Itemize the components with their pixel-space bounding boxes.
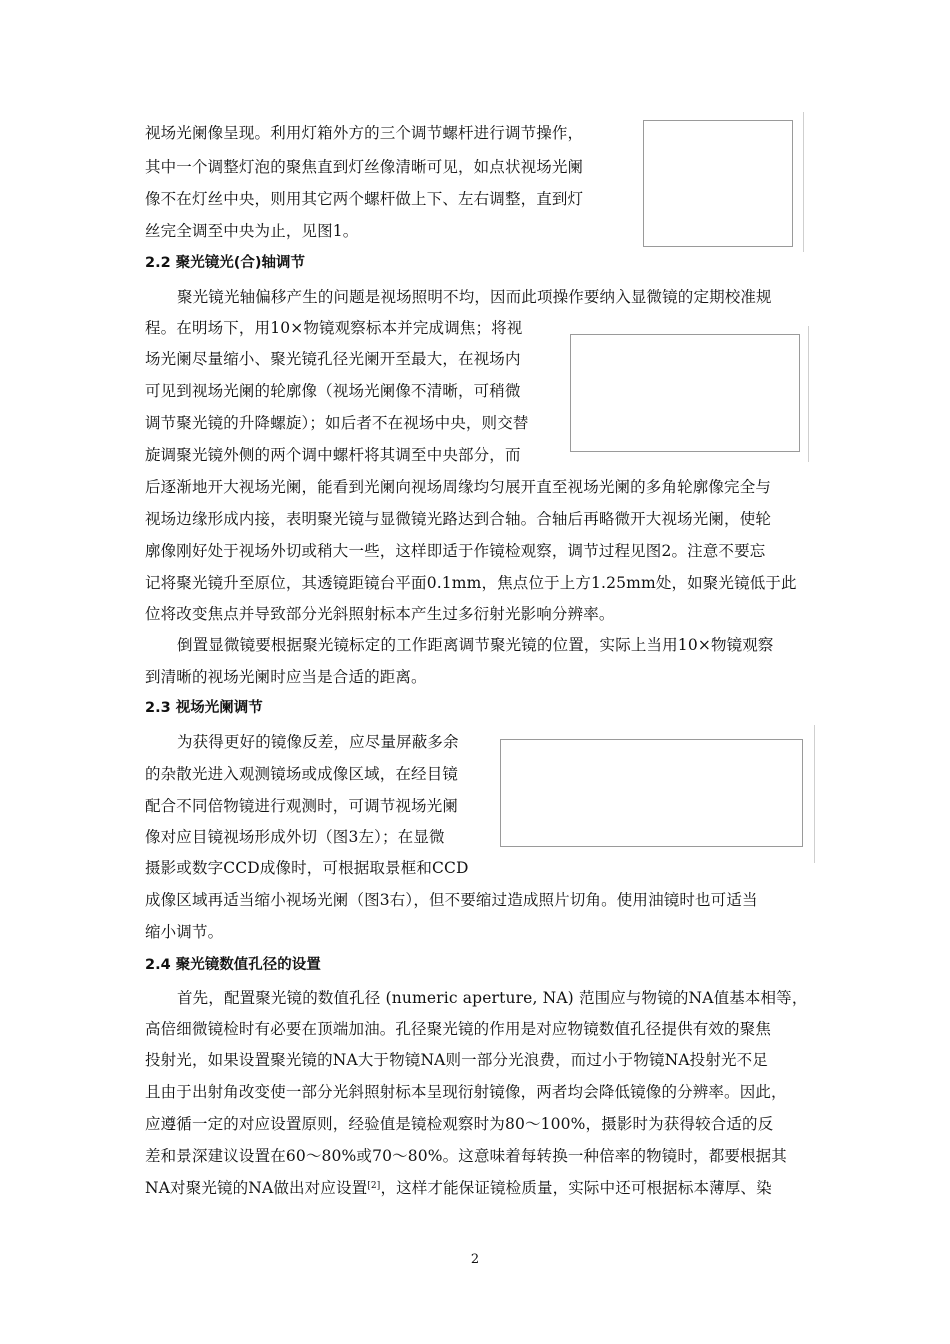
paragraph-line: 高倍细微镜检时有必要在顶端加油。孔径聚光镜的作用是对应物镜数值孔径提供有效的聚焦: [145, 1020, 772, 1038]
paragraph-line: 后逐渐地开大视场光阑，能看到光阑向视场周缘均匀展开直至视场光阑的多角轮廓像完全与: [145, 478, 772, 496]
figure-2-image: [570, 334, 800, 452]
paragraph-line: 视场边缘形成内接，表明聚光镜与显微镜光路达到合轴。合轴后再略微开大视场光阑，使轮: [145, 510, 772, 528]
paragraph-line: 廓像刚好处于视场外切或稍大一些，这样即适于作镜检观察，调节过程见图2。注意不要忘: [145, 542, 766, 560]
paragraph-line: 聚光镜光轴偏移产生的问题是视场照明不均，因而此项操作要纳入显微镜的定期校准规: [177, 288, 772, 306]
paragraph-line: 像对应目镜视场形成外切（图3左）；在显微: [145, 828, 445, 846]
paragraph-line: 为获得更好的镜像反差，应尽量屏蔽多余: [177, 733, 459, 751]
figure-3-edge: [814, 725, 815, 863]
paragraph-line: 可见到视场光阑的轮廓像（视场光阑像不清晰，可稍微: [145, 382, 521, 400]
paragraph-line: 调节聚光镜的升降螺旋）；如后者不在视场中央，则交替: [145, 414, 529, 432]
section-heading-2-3: 2.3 视场光阑调节: [145, 700, 263, 716]
paragraph-text: NA对聚光镜的NA做出对应设置: [145, 1179, 368, 1197]
paragraph-line: 旋调聚光镜外侧的两个调中螺杆将其调至中央部分，而: [145, 446, 521, 464]
paragraph-line: 配合不同倍物镜进行观测时，可调节视场光阑: [145, 797, 459, 815]
citation-reference[interactable]: [2]: [367, 1181, 381, 1191]
figure-1-edge: [803, 112, 804, 252]
figure-3-image: [500, 739, 803, 847]
paragraph-line: 成像区域再适当缩小视场光阑（图3右），但不要缩过造成照片切角。使用油镜时也可适当: [145, 891, 758, 909]
paragraph-line: 应遵循一定的对应设置原则，经验值是镜检观察时为80～100%，摄影时为获得较合适的反: [145, 1115, 774, 1133]
figure-2-edge: [808, 326, 809, 462]
paragraph-line: 视场光阑像呈现。利用灯箱外方的三个调节螺杆进行调节操作，: [145, 124, 584, 142]
paragraph-line-with-citation: [145, 1178, 772, 1198]
page-number: 2: [470, 1252, 480, 1267]
paragraph-line: 像不在灯丝中央，则用其它两个螺杆做上下、左右调整，直到灯: [145, 190, 584, 208]
paragraph-line: 位将改变焦点并导致部分光斜照射标本产生过多衍射光影响分辨率。: [145, 605, 615, 623]
paragraph-line: 摄影或数字CCD成像时，可根据取景框和CCD: [145, 859, 469, 877]
paragraph-line: 的杂散光进入观测镜场或成像区域，在经目镜: [145, 765, 459, 783]
section-heading-2-2: 2.2 聚光镜光(合)轴调节: [145, 255, 305, 271]
paragraph-line: 丝完全调至中央为止，见图1。: [145, 222, 359, 240]
paragraph-line: 倒置显微镜要根据聚光镜标定的工作距离调节聚光镜的位置，实际上当用10×物镜观察: [177, 636, 774, 654]
paragraph-line: 且由于出射角改变使一部分光斜照射标本呈现衍射镜像，两者均会降低镜像的分辨率。因此，: [145, 1083, 787, 1101]
paragraph-line: 场光阑尽量缩小、聚光镜孔径光阑开至最大，在视场内: [145, 350, 521, 368]
paragraph-line: 差和景深建议设置在60～80%或70～80%。这意味着每转换一种倍率的物镜时，都要根据其: [145, 1147, 787, 1165]
paragraph-line: 到清晰的视场光阑时应当是合适的距离。: [145, 668, 427, 686]
paragraph-line: 程。在明场下，用10×物镜观察标本并完成调焦；将视: [145, 319, 523, 337]
section-heading-2-4: 2.4 聚光镜数值孔径的设置: [145, 957, 321, 973]
paragraph-line: 投射光，如果设置聚光镜的NA大于物镜NA则一部分光浪费，而过小于物镜NA投射光不足: [145, 1051, 768, 1069]
paragraph-text: ，这样才能保证镜检质量，实际中还可根据标本薄厚、染: [380, 1179, 772, 1197]
figure-1-image: [643, 120, 793, 247]
paragraph-line: 其中一个调整灯泡的聚焦直到灯丝像清晰可见，如点状视场光阑: [145, 158, 584, 176]
paragraph-line: 首先，配置聚光镜的数值孔径 (numeric aperture, NA) 范围应与物镜的NA值基本相等，: [177, 989, 808, 1007]
paragraph-line: 缩小调节。: [145, 923, 224, 941]
paragraph-line: 记将聚光镜升至原位，其透镜距镜台平面0.1mm，焦点位于上方1.25mm处，如聚光镜低于此: [145, 574, 797, 592]
